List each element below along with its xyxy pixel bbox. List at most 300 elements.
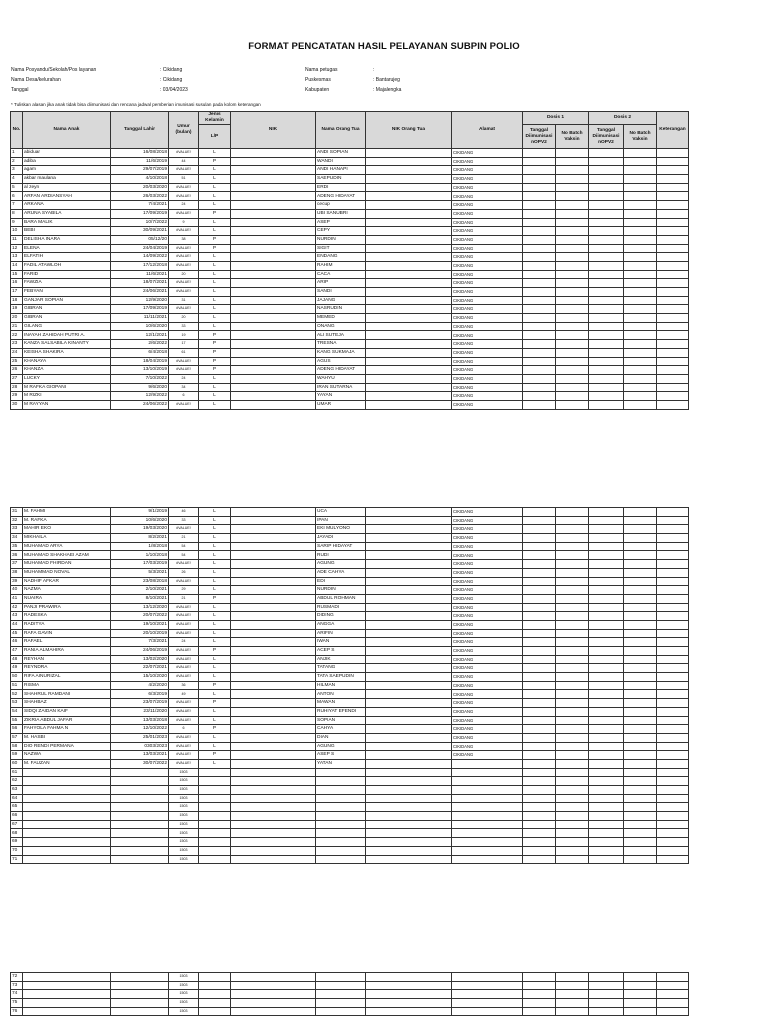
cell-tanggal-dosis2	[589, 673, 624, 682]
cell-umur: #VALUE!	[169, 577, 199, 586]
cell-umur: 20	[169, 314, 199, 323]
cell-keterangan	[657, 209, 689, 218]
cell-no: 49	[11, 664, 23, 673]
cell-tanggal-lahir: 23/08/2018	[111, 577, 169, 586]
cell-no: 7	[11, 201, 23, 210]
cell-batch-dosis1	[556, 999, 589, 1008]
cell-batch-dosis2	[624, 357, 657, 366]
cell-alamat	[452, 794, 523, 803]
cell-tanggal-dosis1	[523, 733, 556, 742]
cell-batch-dosis2	[624, 209, 657, 218]
cell-jenis-kelamin: L	[199, 149, 231, 158]
cell-umur: #VALUE!	[169, 357, 199, 366]
cell-tanggal-dosis1	[523, 175, 556, 184]
cell-nama-orang-tua: CEPY	[316, 227, 366, 236]
cell-batch-dosis1	[556, 279, 589, 288]
cell-tanggal-lahir: 13/03/2018	[111, 716, 169, 725]
cell-no: 4	[11, 175, 23, 184]
cell-nik-orang-tua	[366, 846, 452, 855]
cell-no: 20	[11, 314, 23, 323]
cell-nik-orang-tua	[366, 647, 452, 656]
cell-nama-anak: al zeyn	[23, 183, 111, 192]
cell-no: 47	[11, 647, 23, 656]
cell-jenis-kelamin: P	[199, 681, 231, 690]
data-table-page1	[10, 111, 689, 410]
cell-nik	[231, 673, 316, 682]
cell-nama-anak: RADESKA	[23, 612, 111, 621]
cell-nama-orang-tua: ASEP S	[316, 751, 366, 760]
cell-nama-orang-tua	[316, 973, 366, 982]
cell-umur: 33	[169, 516, 199, 525]
cell-keterangan	[657, 525, 689, 534]
cell-tanggal-lahir: 24/06/2022	[111, 400, 169, 409]
instruction-note: * Tuliskan alasan jika anak tidak bisa diimunisasi dan rencana jadwal pemberian imunisasi susulan pada kolom keterangan	[11, 102, 261, 107]
cell-tanggal-lahir: 2/6/2022	[111, 340, 169, 349]
cell-nik-orang-tua	[366, 551, 452, 560]
cell-nik	[231, 820, 316, 829]
cell-nama-orang-tua: DIAN	[316, 733, 366, 742]
cell-nama-orang-tua	[316, 820, 366, 829]
cell-nama-anak: SHAHBAZ	[23, 699, 111, 708]
cell-umur: 1503	[169, 999, 199, 1008]
cell-nik	[231, 516, 316, 525]
cell-tanggal-lahir: 20/03/2020	[111, 183, 169, 192]
cell-tanggal-dosis1	[523, 383, 556, 392]
cell-tanggal-dosis2	[589, 681, 624, 690]
cell-no: 19	[11, 305, 23, 314]
cell-batch-dosis2	[624, 392, 657, 401]
header-tanggal-dosis2: Tanggal Diimunisasi nOPV2	[589, 125, 624, 149]
cell-umur: 6	[169, 392, 199, 401]
cell-nik	[231, 209, 316, 218]
cell-tanggal-lahir: 30/07/2022	[111, 759, 169, 768]
cell-tanggal-lahir: 14/09/2022	[111, 253, 169, 262]
cell-umur: 24	[169, 374, 199, 383]
cell-batch-dosis2	[624, 322, 657, 331]
cell-nama-orang-tua: SIGIT	[316, 244, 366, 253]
cell-alamat	[452, 990, 523, 999]
cell-keterangan	[657, 175, 689, 184]
cell-tanggal-dosis2	[589, 733, 624, 742]
cell-tanggal-dosis2	[589, 612, 624, 621]
cell-batch-dosis1	[556, 777, 589, 786]
cell-nama-orang-tua	[316, 777, 366, 786]
cell-nama-orang-tua	[316, 803, 366, 812]
cell-jenis-kelamin: L	[199, 288, 231, 297]
cell-tanggal-dosis2	[589, 508, 624, 517]
cell-batch-dosis2	[624, 314, 657, 323]
cell-no: 48	[11, 655, 23, 664]
cell-nik	[231, 366, 316, 375]
cell-jenis-kelamin: L	[199, 612, 231, 621]
cell-tanggal-dosis2	[589, 707, 624, 716]
cell-batch-dosis2	[624, 855, 657, 864]
cell-nama-anak	[23, 812, 111, 821]
cell-nik	[231, 149, 316, 158]
cell-batch-dosis2	[624, 759, 657, 768]
cell-nama-anak: M. RAFKA	[23, 516, 111, 525]
cell-alamat	[452, 759, 523, 768]
cell-batch-dosis2	[624, 803, 657, 812]
cell-tanggal-dosis2	[589, 183, 624, 192]
cell-tanggal-dosis1	[523, 340, 556, 349]
cell-nik	[231, 629, 316, 638]
cell-nama-anak: INAYAH ZAHIDAH PUTRI A.	[23, 331, 111, 340]
cell-batch-dosis2	[624, 244, 657, 253]
cell-alamat: CIKIDANG	[452, 534, 523, 543]
cell-tanggal-dosis1	[523, 183, 556, 192]
cell-jenis-kelamin	[199, 999, 231, 1008]
header-nik-orang-tua: NIK Orang Tua	[366, 112, 452, 149]
cell-nama-anak	[23, 768, 111, 777]
cell-nama-anak: DIO RENDI PERMANA	[23, 742, 111, 751]
cell-batch-dosis1	[556, 508, 589, 517]
table-row	[11, 846, 689, 855]
cell-tanggal-lahir: 12/9/2020	[111, 296, 169, 305]
cell-batch-dosis1	[556, 638, 589, 647]
cell-jenis-kelamin: L	[199, 261, 231, 270]
cell-tanggal-dosis1	[523, 227, 556, 236]
cell-no: 41	[11, 594, 23, 603]
cell-batch-dosis2	[624, 201, 657, 210]
cell-batch-dosis2	[624, 794, 657, 803]
cell-nik	[231, 777, 316, 786]
cell-no: 62	[11, 777, 23, 786]
cell-nama-anak: MUHAMAD ARYA	[23, 542, 111, 551]
cell-umur: #VALUE!	[169, 612, 199, 621]
cell-nik	[231, 586, 316, 595]
cell-tanggal-dosis2	[589, 253, 624, 262]
cell-keterangan	[657, 655, 689, 664]
cell-alamat	[452, 786, 523, 795]
cell-keterangan	[657, 244, 689, 253]
cell-no: 39	[11, 577, 23, 586]
cell-nama-anak: FADIL ATAWLOH	[23, 261, 111, 270]
cell-jenis-kelamin: L	[199, 759, 231, 768]
table-row	[11, 288, 689, 297]
cell-umur: #VALUE!	[169, 209, 199, 218]
cell-nik	[231, 999, 316, 1008]
cell-nama-orang-tua: TRESNA	[316, 340, 366, 349]
cell-tanggal-dosis2	[589, 400, 624, 409]
cell-alamat: CIKIDANG	[452, 314, 523, 323]
cell-batch-dosis1	[556, 244, 589, 253]
cell-nama-orang-tua: NASRUDIN	[316, 305, 366, 314]
cell-nama-orang-tua: EDI	[316, 577, 366, 586]
table-row	[11, 392, 689, 401]
table-row	[11, 647, 689, 656]
cell-batch-dosis1	[556, 218, 589, 227]
cell-no: 34	[11, 534, 23, 543]
cell-tanggal-dosis1	[523, 647, 556, 656]
cell-umur: 1503	[169, 855, 199, 864]
cell-batch-dosis2	[624, 751, 657, 760]
table-row	[11, 331, 689, 340]
cell-keterangan	[657, 990, 689, 999]
cell-tanggal-dosis1	[523, 374, 556, 383]
cell-nik-orang-tua	[366, 638, 452, 647]
cell-tanggal-lahir: 1/8/2018	[111, 542, 169, 551]
table-row	[11, 803, 689, 812]
meta-label: Nama Desa/kelurahan	[11, 77, 61, 83]
cell-alamat	[452, 855, 523, 864]
cell-nama-orang-tua	[316, 855, 366, 864]
header-umur: Umur (bulan)	[169, 112, 199, 149]
cell-batch-dosis1	[556, 560, 589, 569]
cell-nik	[231, 725, 316, 734]
cell-nama-orang-tua: DIDING	[316, 612, 366, 621]
cell-keterangan	[657, 733, 689, 742]
cell-batch-dosis1	[556, 820, 589, 829]
cell-nama-orang-tua: HILMAN	[316, 681, 366, 690]
cell-tanggal-lahir	[111, 786, 169, 795]
cell-alamat: CIKIDANG	[452, 296, 523, 305]
cell-tanggal-dosis2	[589, 786, 624, 795]
cell-batch-dosis2	[624, 279, 657, 288]
cell-nama-anak: MAHIR EKO	[23, 525, 111, 534]
meta-label: Puskesmas	[305, 77, 331, 83]
cell-nama-orang-tua: TATA SAEPUDIN	[316, 673, 366, 682]
cell-jenis-kelamin: P	[199, 725, 231, 734]
cell-batch-dosis1	[556, 577, 589, 586]
cell-jenis-kelamin: L	[199, 305, 231, 314]
cell-no: 40	[11, 586, 23, 595]
cell-batch-dosis2	[624, 183, 657, 192]
table-row	[11, 366, 689, 375]
table-row	[11, 655, 689, 664]
table-row	[11, 820, 689, 829]
cell-tanggal-dosis2	[589, 331, 624, 340]
cell-tanggal-dosis1	[523, 981, 556, 990]
table-row	[11, 525, 689, 534]
cell-umur: 1503	[169, 1007, 199, 1016]
cell-keterangan	[657, 261, 689, 270]
cell-tanggal-dosis1	[523, 551, 556, 560]
table-row	[11, 981, 689, 990]
cell-nama-orang-tua: RAHIM	[316, 261, 366, 270]
table-row	[11, 1007, 689, 1016]
cell-nama-orang-tua: ADE CAHYA	[316, 568, 366, 577]
cell-no: 32	[11, 516, 23, 525]
cell-batch-dosis1	[556, 183, 589, 192]
cell-no: 12	[11, 244, 23, 253]
cell-jenis-kelamin: L	[199, 638, 231, 647]
cell-keterangan	[657, 742, 689, 751]
cell-nama-orang-tua: WAHYU	[316, 374, 366, 383]
cell-tanggal-lahir	[111, 768, 169, 777]
cell-keterangan	[657, 612, 689, 621]
cell-nik	[231, 603, 316, 612]
cell-keterangan	[657, 690, 689, 699]
cell-tanggal-lahir: 17/03/2019	[111, 560, 169, 569]
cell-nik	[231, 525, 316, 534]
cell-tanggal-lahir: 11/6/2019	[111, 157, 169, 166]
cell-no: 10	[11, 227, 23, 236]
cell-nik	[231, 794, 316, 803]
cell-tanggal-dosis1	[523, 846, 556, 855]
cell-tanggal-dosis1	[523, 525, 556, 534]
cell-nama-anak: ELFATIH	[23, 253, 111, 262]
cell-umur: #VALUE!	[169, 305, 199, 314]
cell-umur: 24	[169, 638, 199, 647]
cell-alamat: CIKIDANG	[452, 227, 523, 236]
cell-alamat: CIKIDANG	[452, 392, 523, 401]
cell-tanggal-dosis1	[523, 270, 556, 279]
cell-nik	[231, 340, 316, 349]
cell-umur: 54	[169, 542, 199, 551]
cell-tanggal-dosis2	[589, 725, 624, 734]
cell-keterangan	[657, 768, 689, 777]
table-row	[11, 244, 689, 253]
cell-jenis-kelamin: L	[199, 314, 231, 323]
table-row	[11, 707, 689, 716]
cell-tanggal-lahir: 7/10/2022	[111, 374, 169, 383]
cell-jenis-kelamin: P	[199, 209, 231, 218]
cell-batch-dosis2	[624, 846, 657, 855]
cell-keterangan	[657, 568, 689, 577]
cell-jenis-kelamin: L	[199, 296, 231, 305]
cell-nik	[231, 751, 316, 760]
cell-batch-dosis1	[556, 647, 589, 656]
cell-tanggal-lahir: 9/1/2019	[111, 508, 169, 517]
cell-jenis-kelamin	[199, 803, 231, 812]
cell-umur: 20	[169, 270, 199, 279]
cell-batch-dosis2	[624, 270, 657, 279]
cell-nik	[231, 296, 316, 305]
cell-jenis-kelamin	[199, 990, 231, 999]
cell-alamat	[452, 803, 523, 812]
meta-value: : Majalengka	[373, 87, 402, 93]
cell-no: 36	[11, 551, 23, 560]
cell-jenis-kelamin: L	[199, 374, 231, 383]
table-row	[11, 218, 689, 227]
cell-keterangan	[657, 157, 689, 166]
cell-nama-orang-tua	[316, 999, 366, 1008]
cell-jenis-kelamin: L	[199, 175, 231, 184]
cell-nama-anak: NUAIRA	[23, 594, 111, 603]
cell-alamat: CIKIDANG	[452, 322, 523, 331]
cell-tanggal-lahir: 16/08/2018	[111, 149, 169, 158]
cell-tanggal-lahir	[111, 812, 169, 821]
cell-alamat: CIKIDANG	[452, 516, 523, 525]
cell-tanggal-dosis1	[523, 331, 556, 340]
cell-nama-anak: ARFAN ARDIANSYAH	[23, 192, 111, 201]
header-nama-orang-tua: Nama Orang Tua	[316, 112, 366, 149]
cell-tanggal-dosis2	[589, 348, 624, 357]
cell-umur: 1503	[169, 786, 199, 795]
cell-umur: 38	[169, 235, 199, 244]
cell-umur: #VALUE!	[169, 560, 199, 569]
cell-nik-orang-tua	[366, 400, 452, 409]
cell-nama-orang-tua: ACEP S	[316, 647, 366, 656]
cell-no: 61	[11, 768, 23, 777]
cell-umur: 21	[169, 534, 199, 543]
cell-umur: 19	[169, 331, 199, 340]
cell-umur: #VALUE!	[169, 716, 199, 725]
meta-label: Nama Posyandu/Sekolah/Pos layanan	[11, 67, 97, 73]
cell-batch-dosis1	[556, 742, 589, 751]
cell-umur: #VALUE!	[169, 647, 199, 656]
cell-batch-dosis1	[556, 235, 589, 244]
cell-umur: 1503	[169, 846, 199, 855]
table-row	[11, 777, 689, 786]
cell-tanggal-dosis2	[589, 716, 624, 725]
cell-umur: 21	[169, 594, 199, 603]
cell-batch-dosis1	[556, 253, 589, 262]
cell-batch-dosis2	[624, 253, 657, 262]
cell-umur: #VALUE!	[169, 166, 199, 175]
cell-nik-orang-tua	[366, 707, 452, 716]
cell-tanggal-dosis2	[589, 542, 624, 551]
cell-batch-dosis1	[556, 768, 589, 777]
cell-tanggal-dosis2	[589, 742, 624, 751]
cell-nik-orang-tua	[366, 542, 452, 551]
cell-tanggal-dosis2	[589, 322, 624, 331]
cell-nama-anak: BEBI	[23, 227, 111, 236]
cell-nik	[231, 192, 316, 201]
cell-nama-orang-tua: AGUNG	[316, 560, 366, 569]
cell-nik-orang-tua	[366, 253, 452, 262]
cell-tanggal-dosis1	[523, 673, 556, 682]
cell-umur: 1503	[169, 812, 199, 821]
cell-nama-anak: FAHYOLA FAHMA N	[23, 725, 111, 734]
cell-tanggal-dosis1	[523, 235, 556, 244]
cell-nik-orang-tua	[366, 348, 452, 357]
cell-batch-dosis2	[624, 973, 657, 982]
table-body-page3	[11, 973, 689, 1016]
cell-batch-dosis1	[556, 699, 589, 708]
cell-nama-anak: DELISHA INARA	[23, 235, 111, 244]
table-row	[11, 322, 689, 331]
cell-no: 43	[11, 612, 23, 621]
table-row	[11, 768, 689, 777]
cell-nik-orang-tua	[366, 322, 452, 331]
cell-no: 55	[11, 716, 23, 725]
cell-batch-dosis1	[556, 383, 589, 392]
table-row	[11, 742, 689, 751]
cell-nama-orang-tua: UMAR	[316, 400, 366, 409]
cell-alamat: CIKIDANG	[452, 288, 523, 297]
cell-keterangan	[657, 759, 689, 768]
cell-jenis-kelamin: L	[199, 508, 231, 517]
cell-alamat	[452, 777, 523, 786]
cell-no: 71	[11, 855, 23, 864]
cell-nik-orang-tua	[366, 1007, 452, 1016]
cell-no: 30	[11, 400, 23, 409]
cell-tanggal-lahir: 19/10/2021	[111, 620, 169, 629]
cell-alamat: CIKIDANG	[452, 261, 523, 270]
meta-value: : Bantarujeg	[373, 77, 400, 83]
cell-tanggal-dosis2	[589, 314, 624, 323]
cell-tanggal-lahir: 05/12/20	[111, 235, 169, 244]
cell-tanggal-dosis1	[523, 768, 556, 777]
cell-batch-dosis1	[556, 655, 589, 664]
cell-umur: #VALUE!	[169, 751, 199, 760]
cell-tanggal-dosis1	[523, 201, 556, 210]
cell-batch-dosis2	[624, 699, 657, 708]
table-row	[11, 157, 689, 166]
cell-alamat: CIKIDANG	[452, 149, 523, 158]
cell-nik-orang-tua	[366, 149, 452, 158]
table-row	[11, 620, 689, 629]
cell-keterangan	[657, 331, 689, 340]
cell-tanggal-lahir	[111, 820, 169, 829]
document-title: FORMAT PENCATATAN HASIL PELAYANAN SUBPIN POLIO	[248, 41, 520, 52]
cell-nik	[231, 981, 316, 990]
cell-nik-orang-tua	[366, 175, 452, 184]
cell-alamat: CIKIDANG	[452, 603, 523, 612]
cell-keterangan	[657, 560, 689, 569]
